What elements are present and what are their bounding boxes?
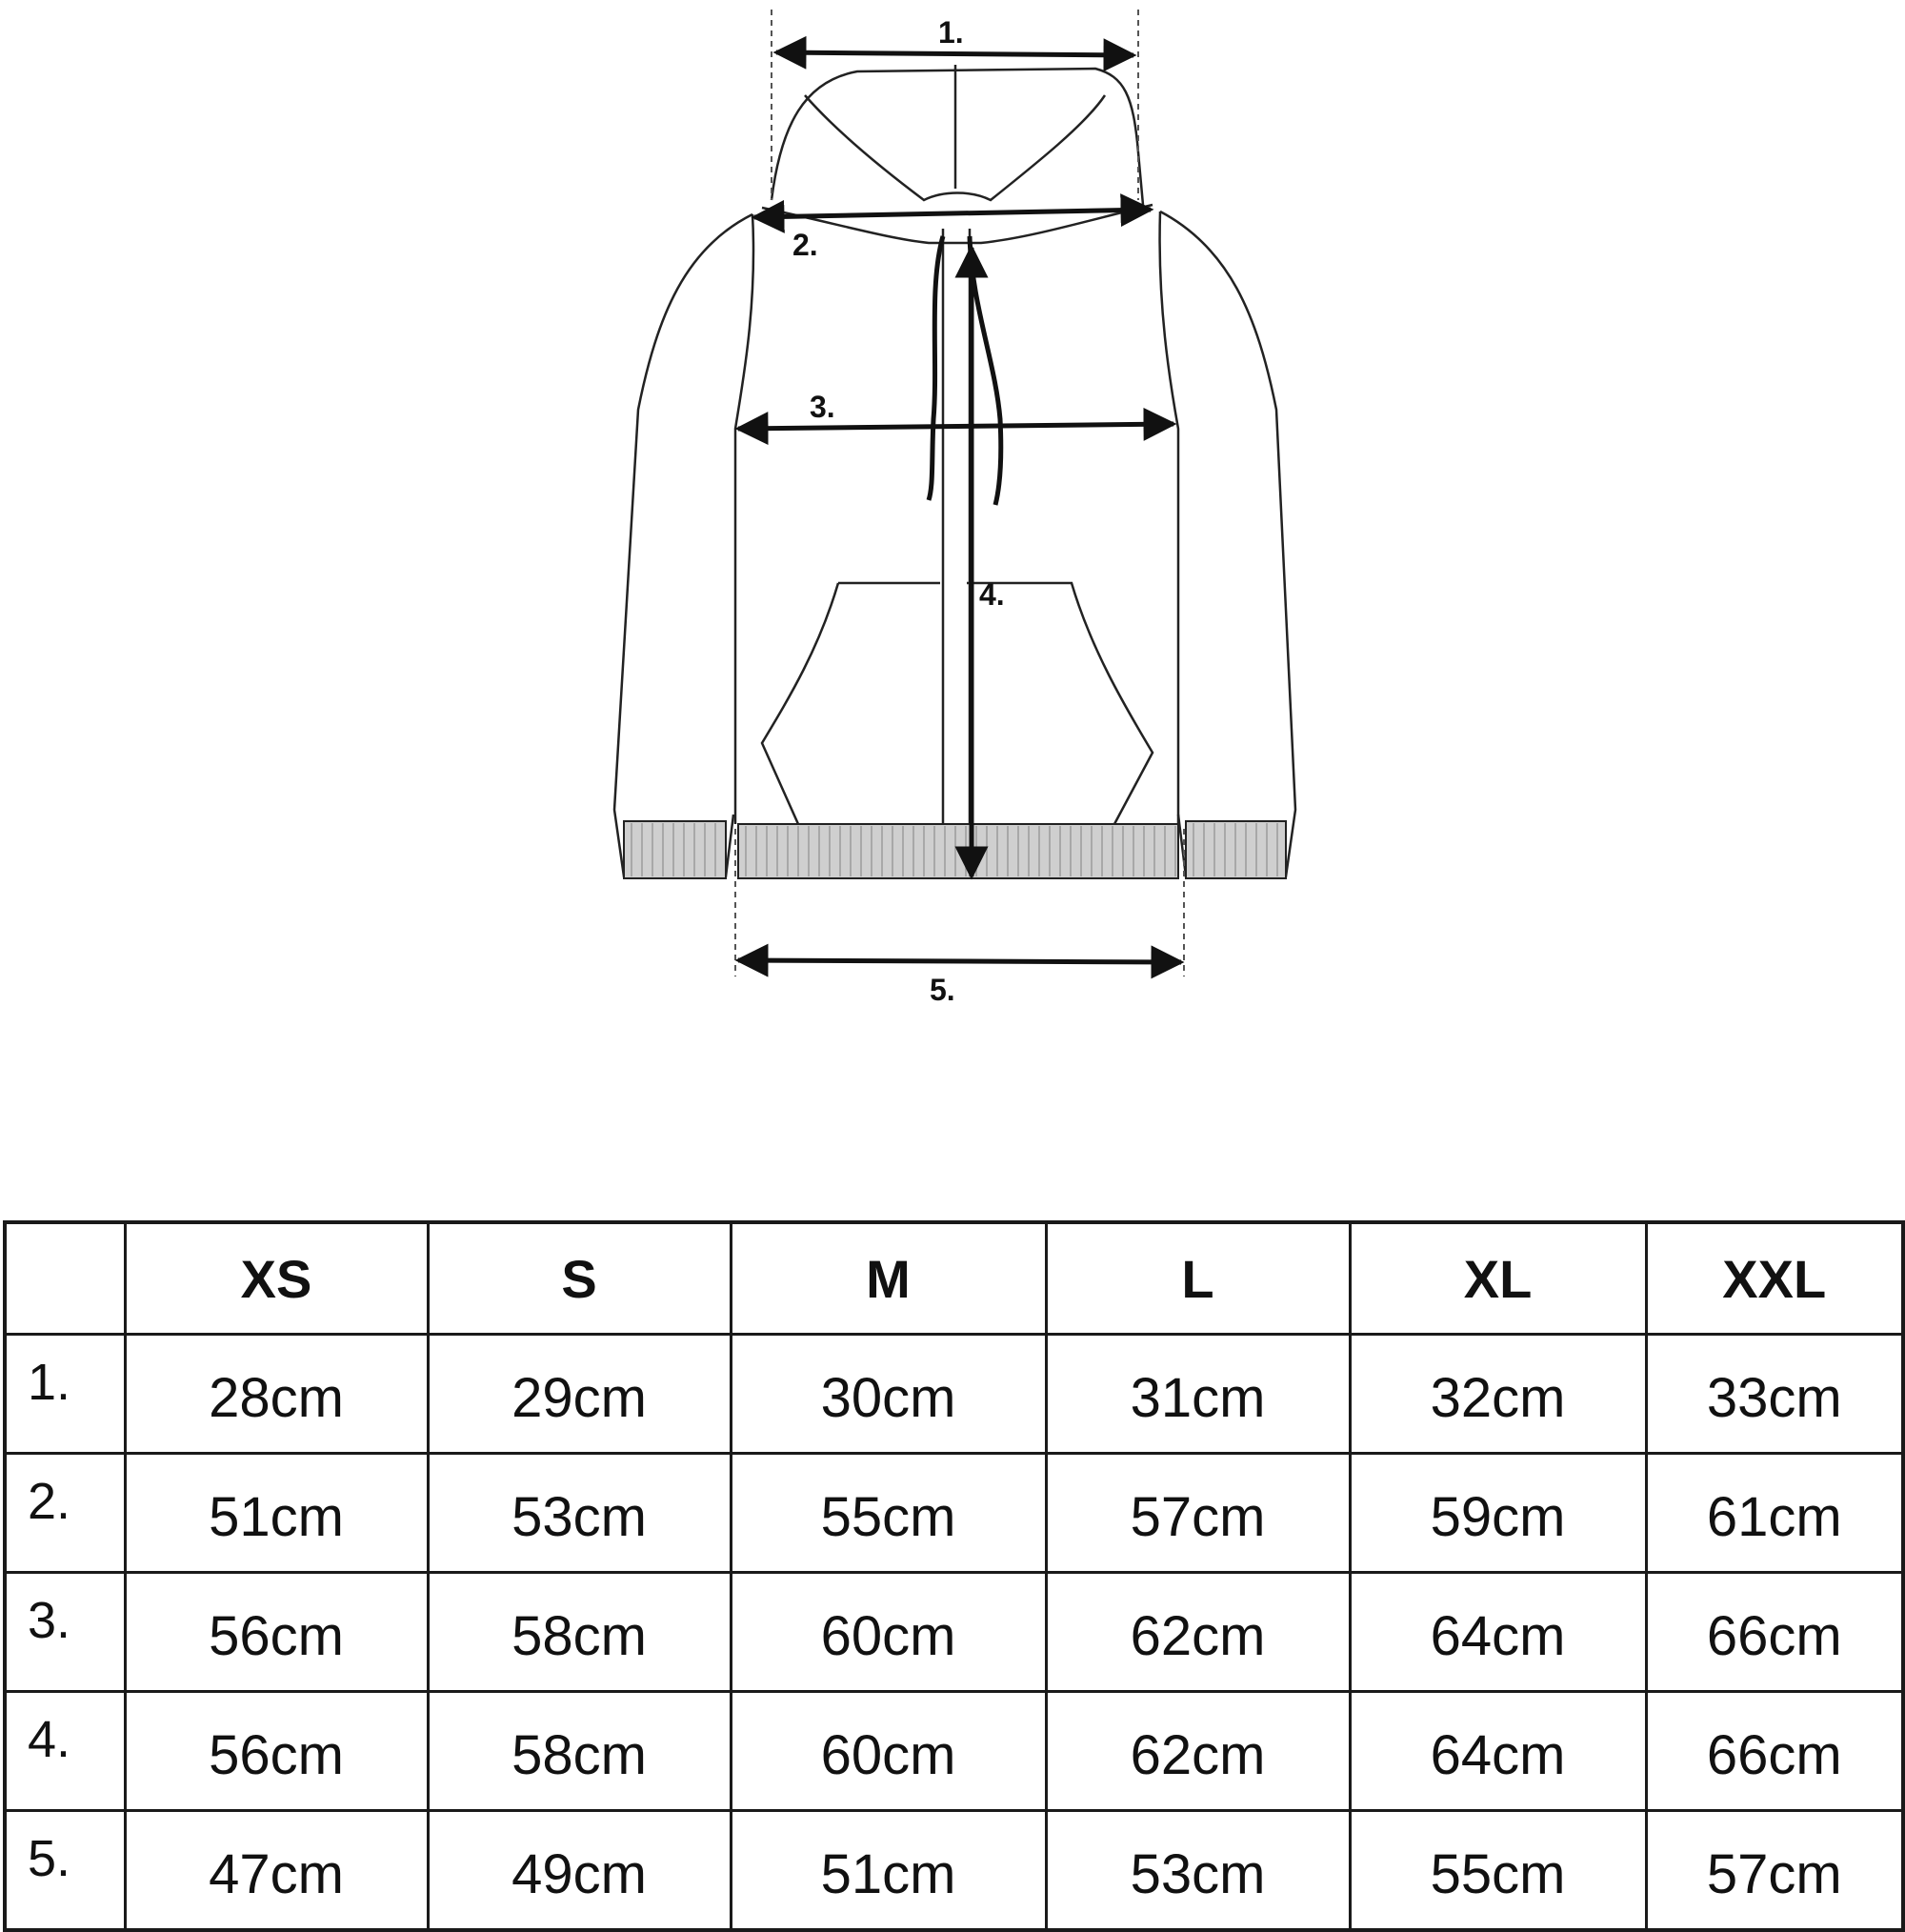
row-label: 5. xyxy=(5,1811,125,1931)
row-label: 1. xyxy=(5,1335,125,1454)
table-cell: 53cm xyxy=(1046,1811,1350,1931)
body-left-side xyxy=(735,214,753,824)
table-cell: 61cm xyxy=(1646,1454,1903,1573)
table-cell: 58cm xyxy=(428,1573,731,1692)
table-cell: 55cm xyxy=(731,1454,1046,1573)
arrow-2 xyxy=(754,210,1151,217)
table-cell: 30cm xyxy=(731,1335,1046,1454)
table-row xyxy=(5,1573,1903,1692)
table-cell: 62cm xyxy=(1046,1573,1350,1692)
table-row xyxy=(5,1335,1903,1454)
size-chart-table xyxy=(3,1220,1905,1932)
size-header-s: S xyxy=(428,1222,731,1335)
body-right-side xyxy=(1160,211,1178,824)
table-cell: 56cm xyxy=(125,1692,428,1811)
label-5: 5. xyxy=(930,973,955,1007)
table-cell: 55cm xyxy=(1350,1811,1646,1931)
table-cell: 51cm xyxy=(731,1811,1046,1931)
table-cell: 57cm xyxy=(1046,1454,1350,1573)
size-header-xxl: XXL xyxy=(1646,1222,1903,1335)
table-cell: 28cm xyxy=(125,1335,428,1454)
table-cell: 60cm xyxy=(731,1573,1046,1692)
size-header-l: L xyxy=(1046,1222,1350,1335)
drawstrings xyxy=(929,236,1001,505)
table-cell: 32cm xyxy=(1350,1335,1646,1454)
table-cell: 49cm xyxy=(428,1811,731,1931)
arrow-3 xyxy=(738,424,1173,429)
hood-shape xyxy=(772,69,1143,205)
right-sleeve xyxy=(1160,211,1295,876)
table-cell: 33cm xyxy=(1646,1335,1903,1454)
label-4: 4. xyxy=(979,577,1005,612)
row-label: 4. xyxy=(5,1692,125,1811)
table-cell: 47cm xyxy=(125,1811,428,1931)
hoodie-outline xyxy=(614,65,1295,878)
table-cell: 59cm xyxy=(1350,1454,1646,1573)
table-cell: 66cm xyxy=(1646,1573,1903,1692)
table-row xyxy=(5,1811,1903,1931)
table-cell: 62cm xyxy=(1046,1692,1350,1811)
table-cell: 64cm xyxy=(1350,1692,1646,1811)
table-cell: 66cm xyxy=(1646,1692,1903,1811)
row-label: 3. xyxy=(5,1573,125,1692)
size-header-xs: XS xyxy=(125,1222,428,1335)
table-cell: 56cm xyxy=(125,1573,428,1692)
header-row xyxy=(5,1222,1903,1335)
table-row xyxy=(5,1454,1903,1573)
table-cell: 57cm xyxy=(1646,1811,1903,1931)
label-1: 1. xyxy=(938,15,964,50)
label-3: 3. xyxy=(810,390,835,424)
row-label: 2. xyxy=(5,1454,125,1573)
table-cell: 51cm xyxy=(125,1454,428,1573)
size-header-m: M xyxy=(731,1222,1046,1335)
table-cell: 31cm xyxy=(1046,1335,1350,1454)
pocket xyxy=(762,583,1153,824)
table-cell: 60cm xyxy=(731,1692,1046,1811)
table-cell: 29cm xyxy=(428,1335,731,1454)
label-2: 2. xyxy=(792,228,818,262)
table-cell: 64cm xyxy=(1350,1573,1646,1692)
arrow-5 xyxy=(738,960,1181,962)
arrow-1 xyxy=(776,52,1133,55)
table-row xyxy=(5,1692,1903,1811)
table-cell: 53cm xyxy=(428,1454,731,1573)
corner-cell xyxy=(5,1222,125,1335)
left-sleeve xyxy=(614,214,752,876)
table-cell: 58cm xyxy=(428,1692,731,1811)
size-header-xl: XL xyxy=(1350,1222,1646,1335)
